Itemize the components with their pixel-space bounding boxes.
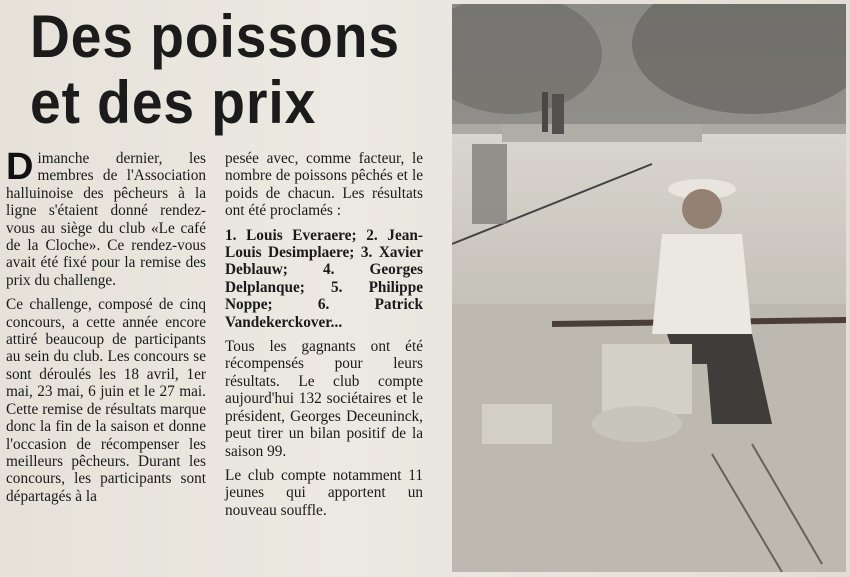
paragraph: [6, 146, 206, 289]
article-column-1: [6, 146, 206, 512]
headline: [30, 4, 416, 136]
paragraph: pesée avec, comme facteur, le nombre de poissons pêchés et le poids de chacun. Les résultats ont été proclamés :: [225, 150, 423, 220]
paragraph: Ce challenge, composé de cinq concours, a cette année encore attiré beaucoup de participants au sein du club. Les concours se sont déroulés les 18 avril, 1er mai, 23 mai, 6 juin et le 27 mai. Cette remise de résultats marque donc la fin de la saison et donne l'occasion de récompenser les meilleurs pêcheurs. Durant les concours, les participants sont départagés à la: [6, 296, 206, 505]
paragraph-text: imanche dernier, les membres de l'Association halluinoise des pêcheurs à la ligne s'étaient donné rendez-vous au siège du club «Le café de la Cloche». Ce rendez-vous avait été fixé pour la remise des prix du challenge.: [6, 150, 206, 289]
article-column-2: [225, 150, 423, 526]
angler-photo-illustration: [452, 4, 846, 572]
news-photo: [452, 4, 846, 572]
headline-line-2: et des prix: [30, 69, 317, 136]
headline-line-1: Des poissons: [30, 3, 400, 70]
paragraph: Le club compte notamment 11 jeunes qui apportent un nouveau souffle.: [225, 466, 423, 519]
paragraph: Tous les gagnants ont été récompensés pour leurs résultats. Le club compte aujourd'hui 132 sociétaires et le président, Georges Deceuninck, peut tirer un bilan positif de la saison 99.: [225, 338, 423, 460]
drop-cap: D: [6, 146, 34, 188]
results-list: 1. Louis Everaere; 2. Jean-Louis Desimplaere; 3. Xavier Deblauw; 4. Georges Delplanque; 5. Philippe Noppe; 6. Patrick Vandekerckover...: [225, 226, 423, 331]
